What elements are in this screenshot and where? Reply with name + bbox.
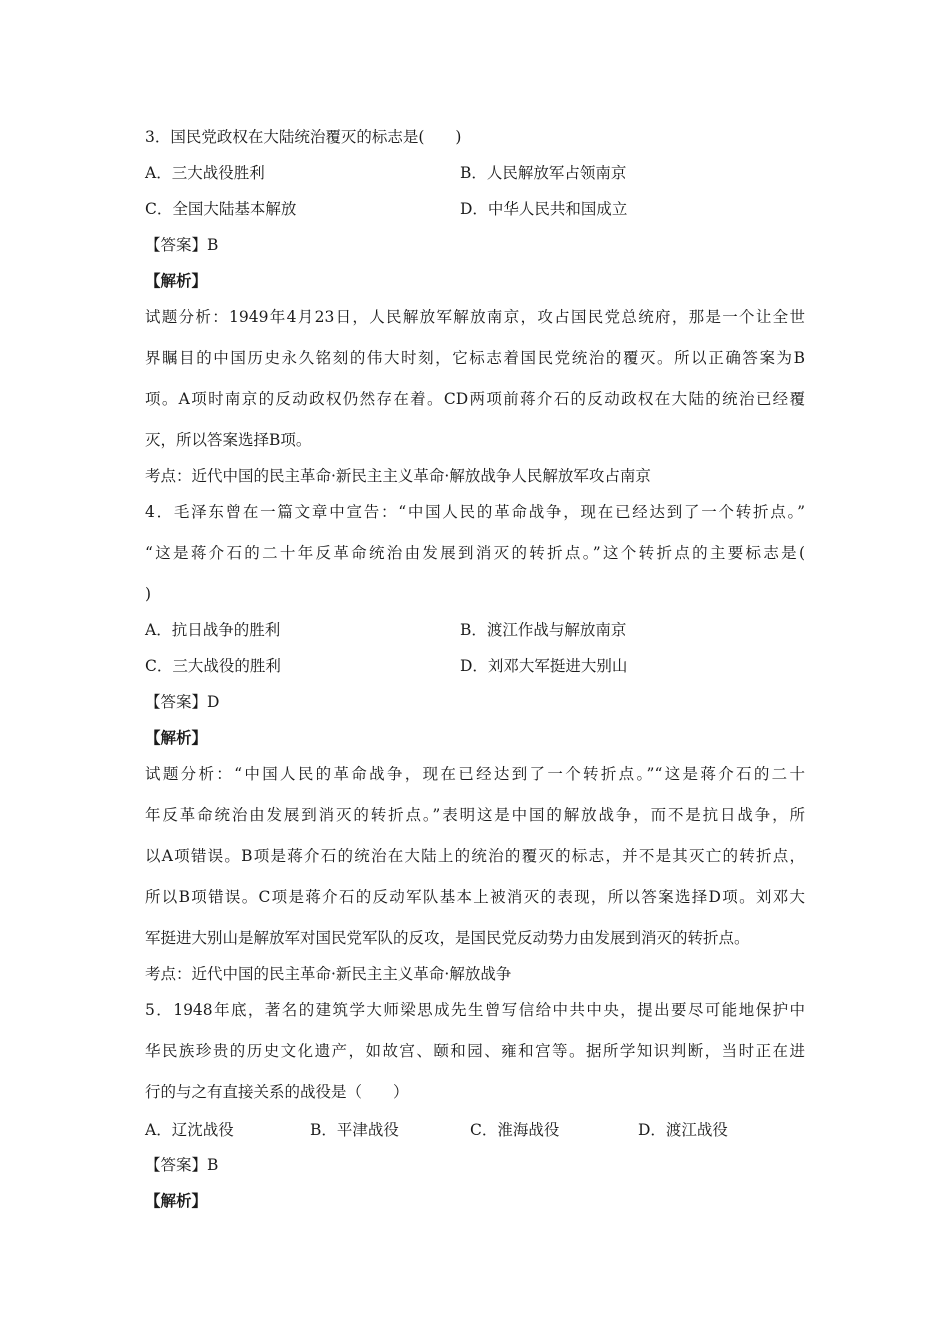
q3-answer: 【答案】B [145,236,219,254]
q3-options-row-2 [145,199,805,219]
q4-stem-line: ) [145,585,152,603]
q4-analysis-line: 以A项错误。B项是蒋介石的统治在大陆上的统治的覆灭的标志，并不是其灭亡的转折点， [145,847,805,865]
q4-option-b: B．渡江作战与解放南京 [460,621,627,639]
q4-option-d: D．刘邓大军挺进大别山 [460,657,628,675]
q4-analysis-line: 所以B项错误。C项是蒋介石的反动军队基本上被消灭的表现，所以答案选择D项。刘邓大 [145,888,805,906]
q3-kaodian: 考点：近代中国的民主革命·新民主主义革命·解放战争人民解放军攻占南京 [145,467,651,485]
q3-stem: 3．国民党政权在大陆统治覆灭的标志是( ) [145,128,462,146]
q3-analysis-heading: 【解析】 [145,271,208,290]
q4-stem-line: “这是蒋介石的二十年反革命统治由发展到消灭的转折点。”这个转折点的主要标志是( [145,544,805,562]
q3-option-a: A．三大战役胜利 [145,164,265,182]
q4-options-row-1 [145,620,805,640]
q3-analysis-line: 灭，所以答案选择B项。 [145,431,312,449]
q4-answer: 【答案】D [145,693,220,711]
q4-analysis-line: 军挺进大别山是解放军对国民党军队的反攻，是国民党反动势力由发展到消灭的转折点。 [145,929,750,947]
q4-option-c: C．三大战役的胜利 [145,657,281,675]
q4-kaodian: 考点：近代中国的民主革命·新民主主义革命·解放战争 [145,965,512,983]
q5-option-a: A．辽沈战役 [145,1121,234,1139]
q3-analysis-line: 试题分析：1949年4月23日，人民解放军解放南京，攻占国民党总统府，那是一个让全世 [145,308,805,326]
q4-analysis-heading: 【解析】 [145,728,208,747]
q4-analysis-line: 年反革命统治由发展到消灭的转折点。”表明这是中国的解放战争，而不是抗日战争，所 [145,806,805,824]
q5-stem-line: 行的与之有直接关系的战役是（ ） [145,1083,409,1101]
q4-stem-line: 4．毛泽东曾在一篇文章中宣告：“中国人民的革命战争，现在已经达到了一个转折点。” [145,503,805,521]
q4-option-a: A．抗日战争的胜利 [145,621,281,639]
q3-option-d: D．中华人民共和国成立 [460,200,628,218]
q5-stem-line: 华民族珍贵的历史文化遗产，如故宫、颐和园、雍和宫等。据所学知识判断，当时正在进 [145,1042,805,1060]
q5-options-row [145,1120,805,1140]
q5-stem-line: 5．1948年底，著名的建筑学大师梁思成先生曾写信给中共中央，提出要尽可能地保护中 [145,1001,805,1019]
q5-option-d: D．渡江战役 [638,1121,728,1139]
q3-analysis-line: 项。A项时南京的反动政权仍然存在着。CD两项前蒋介石的反动政权在大陆的统治已经覆 [145,390,805,408]
q3-option-b: B．人民解放军占领南京 [460,164,627,182]
q3-options-row-1 [145,163,805,183]
q4-options-row-2 [145,656,805,676]
q3-analysis-line: 界瞩目的中国历史永久铭刻的伟大时刻，它标志着国民党统治的覆灭。所以正确答案为B [145,349,805,367]
q3-option-c: C．全国大陆基本解放 [145,200,297,218]
q4-analysis-line: 试题分析：“中国人民的革命战争，现在已经达到了一个转折点。”“这是蒋介石的二十 [145,765,805,783]
q5-analysis-heading: 【解析】 [145,1191,208,1210]
q5-option-c: C．淮海战役 [470,1121,560,1139]
q5-option-b: B．平津战役 [310,1121,399,1139]
q5-answer: 【答案】B [145,1156,219,1174]
